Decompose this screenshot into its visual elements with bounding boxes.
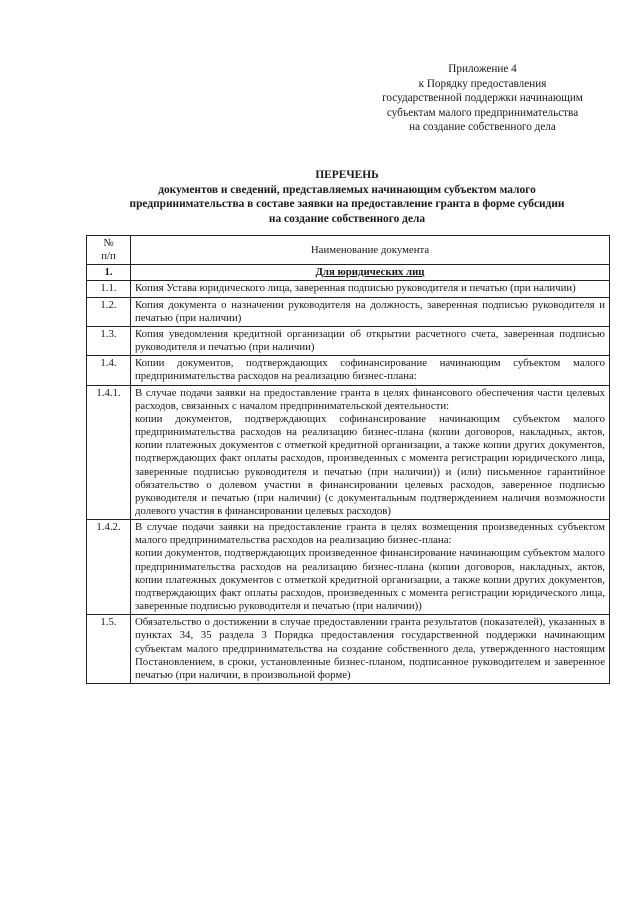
- row-document-name: [131, 615, 610, 684]
- row-document-name: [131, 281, 610, 297]
- title-line: документов и сведений, представляемых начинающим субъектом малого: [158, 183, 536, 196]
- row-paragraph: Копия Устава юридического лица, заверенная подписью руководителя и печатью (при наличии): [135, 282, 576, 295]
- title-line: предпринимательства в составе заявки на предоставление гранта в форме субсидии: [129, 198, 565, 211]
- title-heading: ПЕРЕЧЕНЬ: [315, 169, 379, 181]
- row-number: 1.4.2.: [87, 520, 131, 615]
- annex-line: на создание собственного дела: [409, 121, 556, 134]
- title-line: на создание собственного дела: [268, 212, 426, 225]
- annex-line: государственной поддержки начинающим: [382, 92, 583, 105]
- row-number: 1.3.: [87, 326, 131, 355]
- row-document-name: [131, 385, 610, 520]
- annex-reference: [355, 62, 610, 135]
- table-row: [87, 356, 610, 385]
- row-paragraph: Копия уведомления кредитной организации об открытии расчетного счета, заверенная подписью руководителя и печатью (при наличии): [135, 327, 605, 354]
- row-paragraph: В случае подачи заявки на предоставление гранта в целях финансового обеспечения части целевых расходов, связанных с началом предпринимательской деятельности:: [135, 386, 605, 412]
- section-row: [87, 265, 610, 281]
- annex-line: Приложение 4: [448, 63, 517, 75]
- table-row: [87, 297, 610, 326]
- header-number-symbol: №: [103, 237, 114, 249]
- row-document-name: [131, 326, 610, 355]
- row-paragraph: Обязательство о достижении в случае предоставлении гранта результатов (показателей), указанных в пунктах 34, 35 раздела 3 Порядка предоставления государственной поддержки начинающим субъектам малого предпринимательства на создание собственного дела, утвержденного настоящим Постановлением, в сроки, установленные бизнес-планом, подписанное руководителем и заверенное печатью (при наличии, в произвольной форме): [135, 616, 605, 681]
- table-row: [87, 385, 610, 520]
- row-number: 1.2.: [87, 297, 131, 326]
- table-row: [87, 326, 610, 355]
- table-row: [87, 615, 610, 684]
- row-document-name: [131, 520, 610, 615]
- section-title: Для юридических лиц: [131, 265, 610, 281]
- row-document-name: [131, 356, 610, 385]
- header-name-cell: Наименование документа: [131, 236, 610, 265]
- row-paragraph: копии документов, подтверждающих произведенное финансирование начинающим субъектом малого предпринимательства расходов на реализацию бизнес-плана (копии договоров, накладных, актов, копии платежных документов с отметкой кредитной организации, а также копии других документов, подтверждающих факт оплаты расходов, произведенных с момента регистрации юридического лица, заверенные подписью руководителя и печатью (при наличии)): [135, 547, 605, 613]
- annex-line: к Порядку предоставления: [418, 77, 547, 90]
- row-number: 1.1.: [87, 281, 131, 297]
- document-title: [84, 168, 610, 226]
- row-paragraph: Копия документа о назначении руководителя на должность, заверенная подписью руководителя и печатью (при наличии): [135, 298, 605, 324]
- row-paragraph: копии документов, подтверждающих софинансирование начинающим субъектом малого предпринимательства расходов на реализацию бизнес-плана (копии договоров, накладных, актов, копии платежных документов с отметкой кредитной организации, а также копии других документов, подтверждающих факт оплаты расходов, произведенных с момента регистрации юридического лица, заверенные подписью руководителя и печатью (при наличии)) и (или) письменное гарантийное обязательство о долевом участии в финансировании целевых расходов, заверенное подписью руководителя и печатью (при наличии) (с документальным подтверждением наличия возможности долевого участия в финансировании целевых расходов): [135, 412, 605, 517]
- row-number: 1.4.: [87, 356, 131, 385]
- row-paragraph: Копии документов, подтверждающих софинансирование начинающим субъектом малого предпринимательства расходов на реализацию бизнес-плана:: [135, 357, 605, 383]
- annex-line: субъектам малого предпринимательства: [386, 106, 579, 119]
- row-number: 1.4.1.: [87, 385, 131, 520]
- section-number: 1.: [87, 265, 131, 281]
- table-header-row: [87, 236, 610, 265]
- row-document-name: [131, 297, 610, 326]
- row-number: 1.5.: [87, 615, 131, 684]
- row-paragraph: В случае подачи заявки на предоставление гранта в целях возмещения произведенных субъектом малого предпринимательства расходов на реализацию бизнес-плана:: [135, 521, 605, 547]
- table-row: [87, 520, 610, 615]
- documents-table: [86, 235, 610, 684]
- header-number-abbr: п/п: [101, 250, 116, 263]
- header-number-cell: [87, 236, 131, 265]
- table-row: [87, 281, 610, 297]
